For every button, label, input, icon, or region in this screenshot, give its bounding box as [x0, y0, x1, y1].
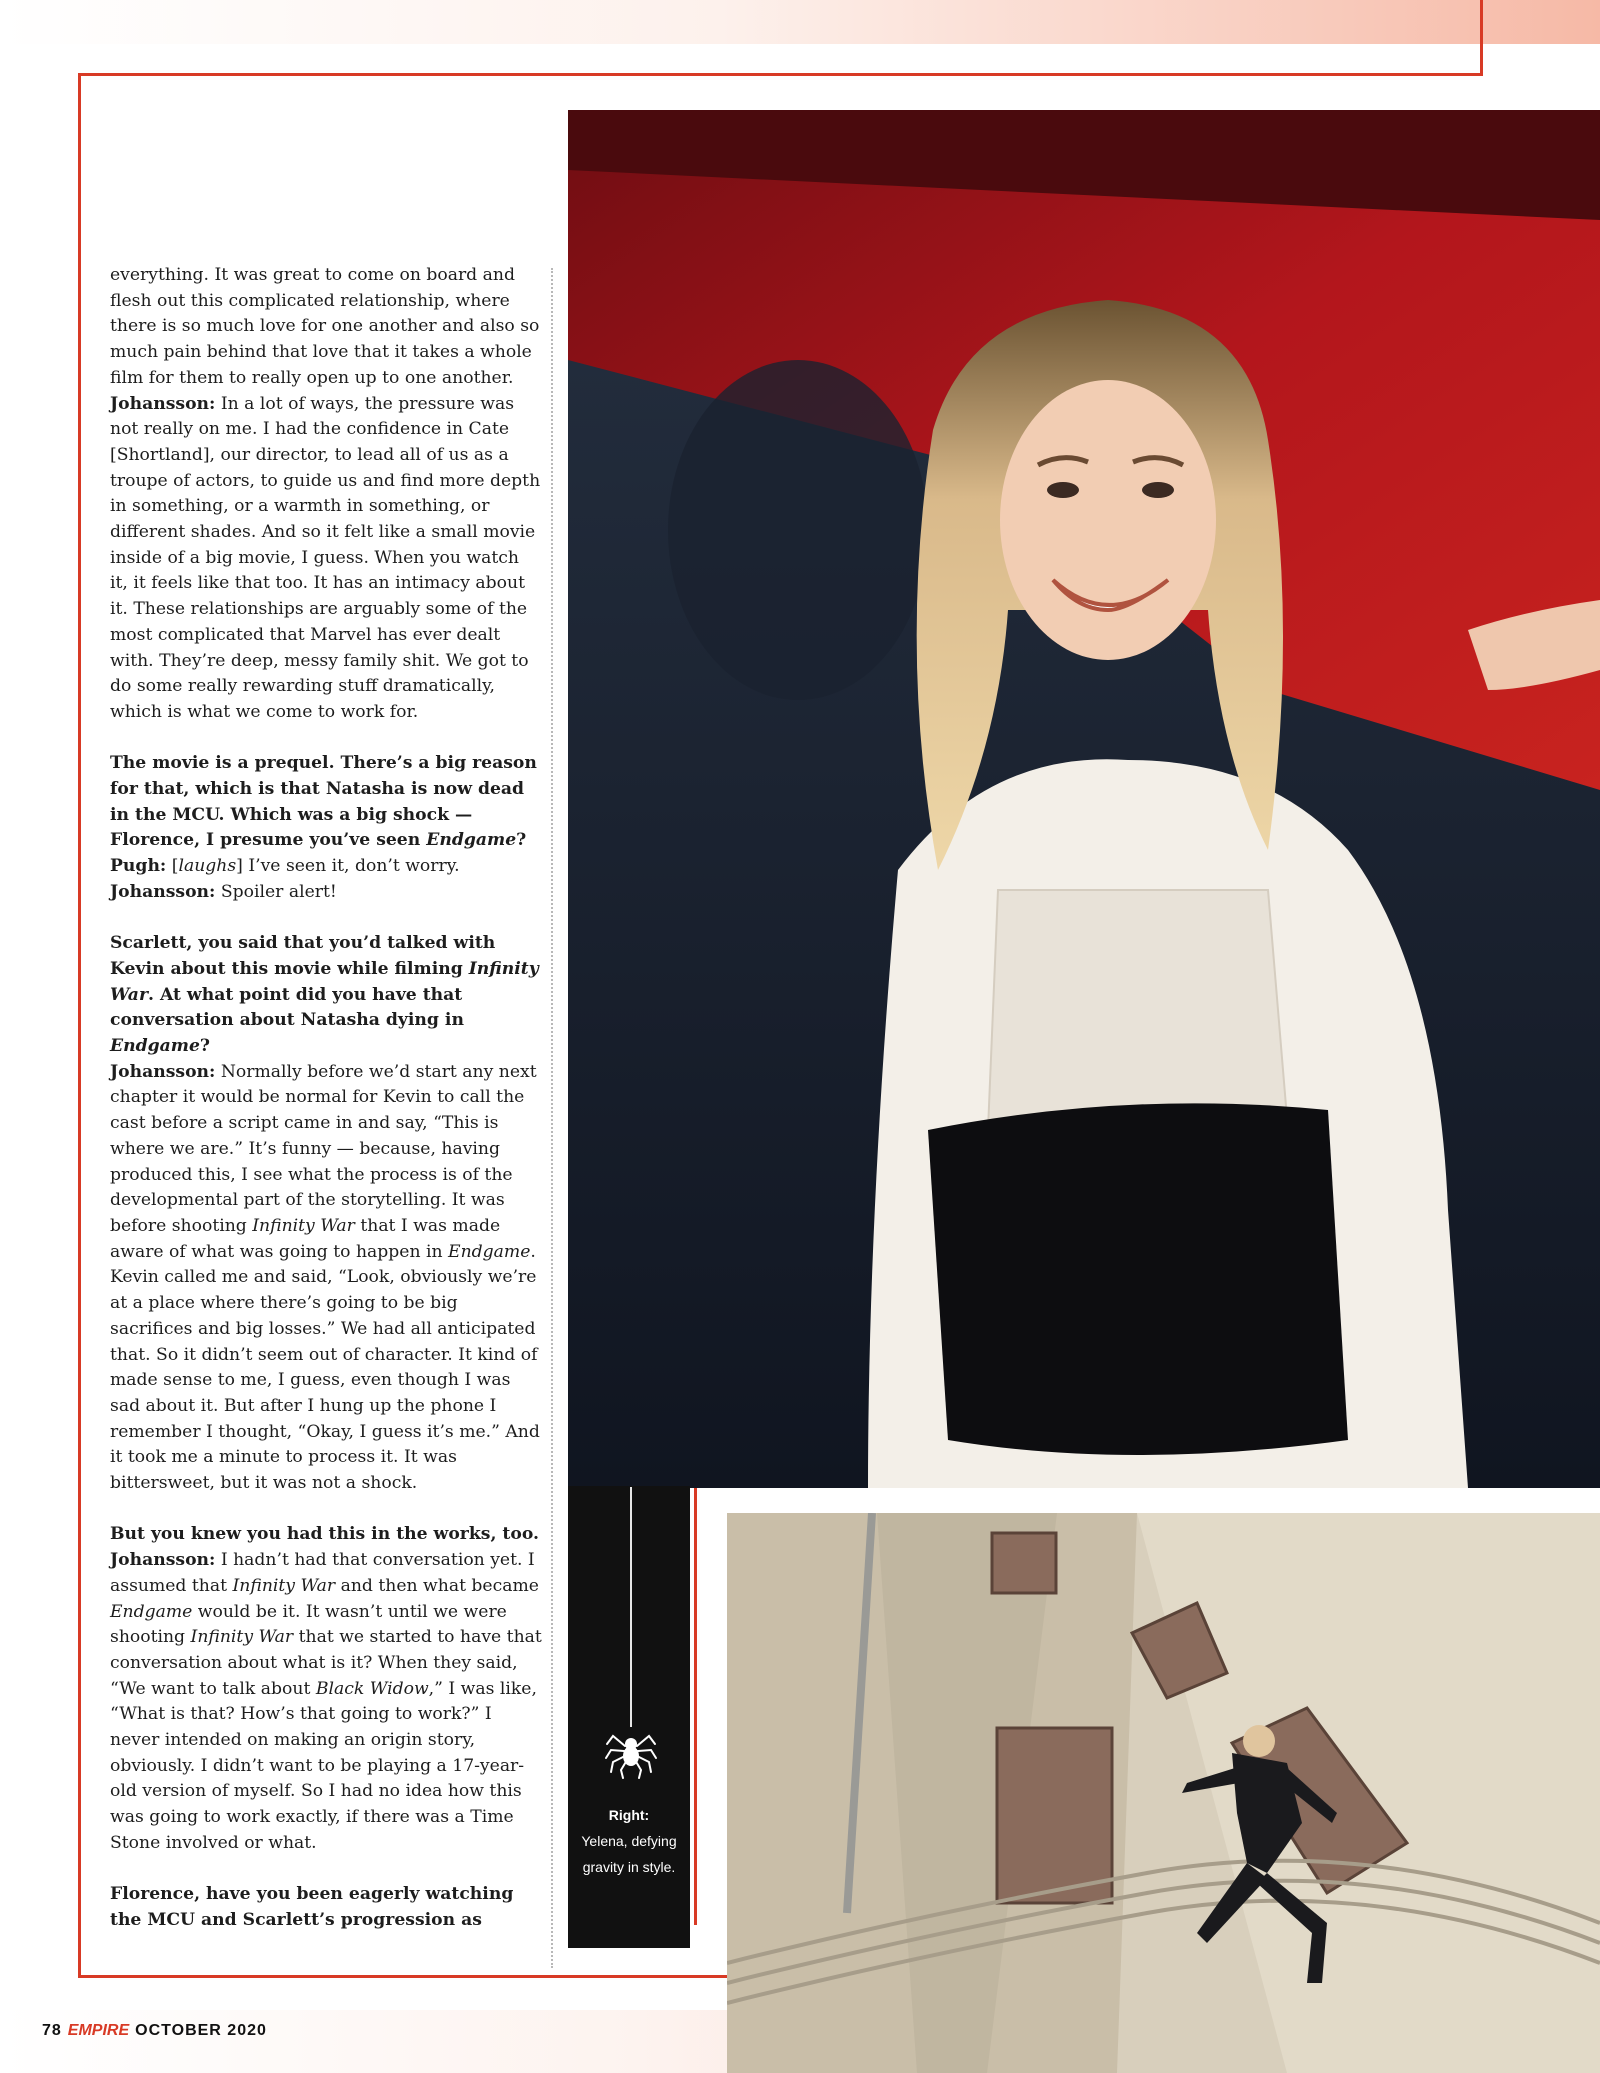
text-run: would be it. It wasn’t until we were shooting [110, 1601, 507, 1648]
paragraph-gap [110, 1857, 542, 1883]
article-paragraph [110, 1548, 542, 1856]
italic-run: Endgame [110, 1601, 193, 1622]
frame-rule-top [78, 73, 1483, 76]
still-photo [727, 1513, 1600, 2073]
article-paragraph [110, 1882, 542, 1933]
paragraph-gap [110, 906, 542, 932]
italic-run: Black Widow [315, 1678, 429, 1699]
bold-run: Johansson: [110, 1550, 216, 1571]
article-body [110, 263, 542, 1934]
page-folio [42, 2022, 267, 2040]
text-run: Normally before we’d start any next chapter it would be normal for Kevin to call the cast before a script came in and say, “This is where we are.” It’s funny — because, having produced this, I see what the process is of the developmental part of the storytelling. It was before shooting [110, 1061, 537, 1236]
bold-run: Johansson: [110, 1061, 216, 1082]
magazine-brand: EMPIRE [67, 2022, 130, 2039]
italic-run: Infinity War [232, 1575, 336, 1596]
bold-run: Scarlett, you said that you’d talked with Kevin about this movie while filming [110, 933, 496, 979]
bold-run: Pugh: [110, 856, 167, 877]
frame-rule-inner [694, 1485, 697, 1925]
text-run: . Kevin called me and said, “Look, obviously we’re at a place where there’s going to be big sacrifices and big losses.” We had all anticipated that. So it didn’t seem out of character. It kind of made sense to me, I guess, even though I was sad about it. But after I hung up the phone I remember I thought, “Okay, I guess it’s me.” And it took me a minute to process it. It was bittersweet, but it was not a shock. [110, 1241, 540, 1494]
text-run: [ [166, 856, 179, 877]
column-rule [551, 268, 553, 1968]
article-paragraph [110, 392, 542, 726]
spider-icon [603, 1724, 659, 1780]
bold-run: Johansson: [110, 393, 216, 414]
photo-caption [568, 1802, 690, 1880]
frame-rule-top-right [1480, 0, 1483, 75]
paragraph-gap [110, 726, 542, 752]
italic-run: Infinity War [190, 1627, 294, 1648]
text-run: In a lot of ways, the pressure was not really on me. I had the confidence in Cate [Shortland], our director, to lead all of us as a troupe of actors, to guide us and find more depth in something, or a warmth in something, or different shades. And so it felt like a small movie inside of a big movie, I guess. When you watch it, it feels like that too. It has an intimacy about it. These relationships are arguably some of the most complicated that Marvel has ever dealt with. They’re deep, messy family shit. We got to do some really rewarding stuff dramatically, which is what we come to work for. [110, 393, 541, 722]
caption-label: Right: [608, 1807, 650, 1823]
article-paragraph [110, 263, 542, 392]
article-paragraph [110, 854, 542, 880]
text-run: ] I’ve seen it, don’t worry. [236, 856, 460, 877]
italic-run: laughs [178, 856, 237, 877]
issue-date: OCTOBER 2020 [135, 2022, 267, 2039]
italic-run: Infinity War [252, 1215, 355, 1236]
article-paragraph [110, 1060, 542, 1497]
bold-run: Johansson: [110, 881, 216, 902]
bold-run: Infinity War [110, 958, 539, 1005]
portrait-photo [568, 110, 1600, 1488]
text-run: and then what became [335, 1575, 539, 1596]
spider-thread [630, 1487, 632, 1727]
bold-run: ? [516, 830, 527, 851]
caption-body: Yelena, defying gravity in style. [581, 1833, 677, 1875]
article-paragraph [110, 880, 542, 906]
bold-run: The movie is a prequel. There’s a big reason for that, which is that Natasha is now dead in the MCU. Which was a big shock — Florence, I presume you’ve seen [110, 753, 537, 851]
article-paragraph [110, 1522, 542, 1548]
text-run: that we started to have that conversation about what is it? When they said, “We want to talk about [110, 1627, 542, 1699]
article-paragraph [110, 931, 542, 1060]
text-run: I hadn’t had that conversation yet. I assumed that [110, 1550, 535, 1596]
text-run: everything. It was great to come on board and flesh out this complicated relationship, where there is so much love for one another and also so much pain behind that love that it takes a whole film for them to really open up to one another. [110, 265, 540, 388]
frame-rule-bottom [78, 1975, 733, 1978]
bold-run: Florence, have you been eagerly watching the MCU and Scarlett’s progression as [110, 1884, 514, 1930]
article-paragraph [110, 751, 542, 854]
bold-run: ? [199, 1036, 210, 1057]
bold-run: But you knew you had this in the works, too. [110, 1524, 539, 1545]
text-run: ,” I was like, “What is that? How’s that going to work?” I never intended on making an origin story, obviously. I didn’t want to be playing a 17-year-old version of myself. So I had no idea how this was going to work exactly, if there was a Time Stone involved or what. [110, 1678, 537, 1853]
italic-run: Endgame [448, 1241, 531, 1262]
bold-run: . At what point did you have that conversation about Natasha dying in [110, 984, 464, 1031]
text-run: that I was made aware of what was going to happen in [110, 1215, 501, 1262]
frame-rule-left [78, 73, 81, 1977]
page-number: 78 [42, 2022, 62, 2039]
bold-run: Endgame [426, 830, 517, 851]
paragraph-gap [110, 1497, 542, 1523]
bold-run: Endgame [110, 1036, 200, 1057]
text-run: Spoiler alert! [215, 881, 337, 902]
top-gradient-band [0, 0, 1600, 44]
